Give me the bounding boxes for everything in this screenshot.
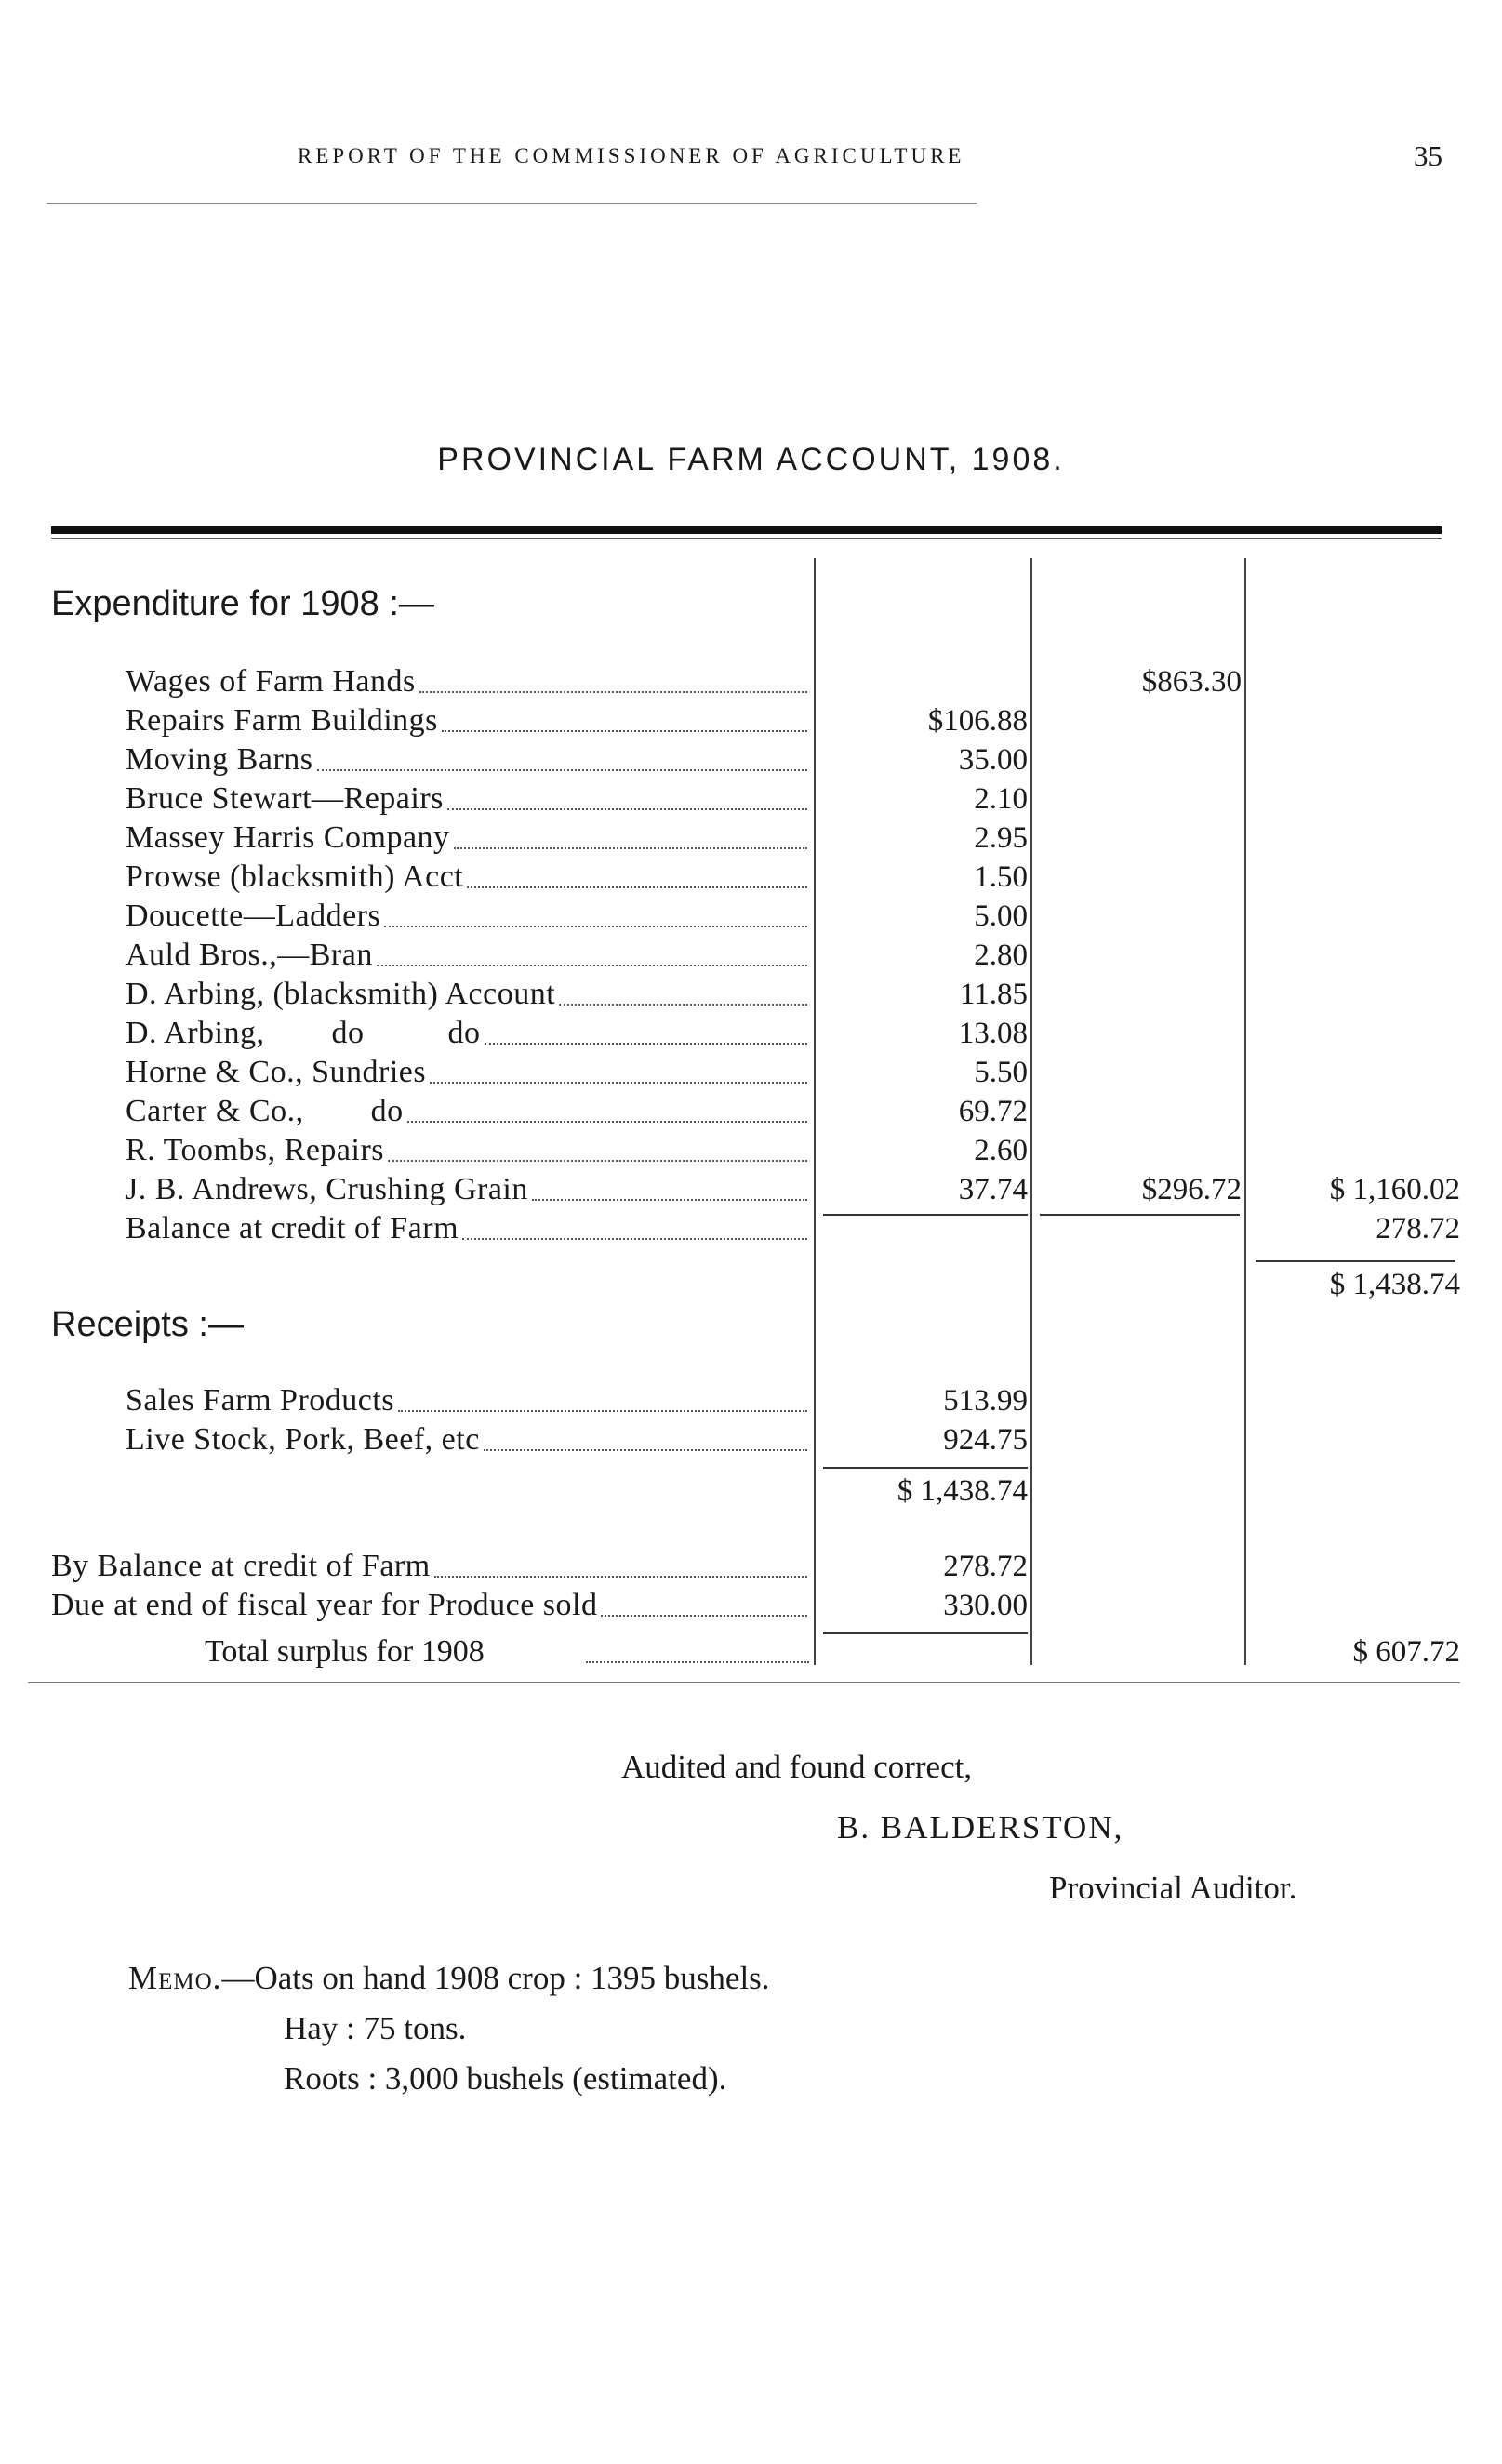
table-row [0, 662, 1502, 701]
row-label: Moving Barns [126, 742, 313, 777]
dot-leader [462, 1237, 807, 1240]
table-row [0, 975, 1502, 1014]
page-number: 35 [1414, 140, 1442, 172]
amount-c1: 11.85 [959, 978, 1028, 1011]
grand-total: $ 1,438.74 [1329, 1268, 1460, 1301]
memo-line-2: Hay : 75 tons. [284, 2010, 467, 2046]
row-label: Bruce Stewart—Repairs [126, 781, 444, 816]
dot-leader [447, 807, 807, 810]
row-label: D. Arbing, do do [126, 1016, 481, 1050]
amount-c1: 278.72 [943, 1550, 1028, 1583]
receipts-heading: Receipts :— [51, 1305, 244, 1344]
audit-statement: Audited and found correct, [621, 1749, 973, 1785]
dot-leader [485, 1042, 807, 1045]
table-row [0, 1053, 1502, 1092]
table-row [0, 1586, 1502, 1625]
dot-leader [430, 1081, 807, 1084]
title-thick-rule [51, 526, 1442, 534]
header-rule [47, 203, 977, 204]
dot-leader [384, 925, 807, 927]
table-row [0, 858, 1502, 897]
balance-rule-c3 [1256, 1260, 1455, 1262]
table-row [0, 897, 1502, 936]
amount-c1: 2.95 [974, 821, 1028, 855]
dot-leader [484, 1448, 807, 1451]
row-label: Live Stock, Pork, Beef, etc [126, 1422, 480, 1457]
surplus-rule [823, 1632, 1028, 1634]
amount-c1: 5.00 [974, 899, 1028, 933]
row-label: D. Arbing, (blacksmith) Account [126, 977, 556, 1011]
table-row [0, 740, 1502, 779]
dot-leader [601, 1614, 807, 1617]
dot-leader [317, 768, 807, 771]
total-surplus-label: Total surplus for 1908 [205, 1634, 485, 1669]
row-label: Massey Harris Company [126, 820, 450, 855]
amount-c1: 69.72 [958, 1095, 1028, 1128]
memo-oats: —Oats on hand 1908 crop : 1395 bushels. [221, 1960, 770, 1996]
table-row [0, 1381, 1502, 1420]
table-row [0, 701, 1502, 740]
expenditure-heading: Expenditure for 1908 :— [51, 584, 434, 623]
table-row [0, 1092, 1502, 1131]
amount-c1: 5.50 [974, 1056, 1028, 1089]
total-surplus-value: $ 607.72 [1352, 1635, 1460, 1669]
table-bottom-rule [28, 1682, 1460, 1683]
auditor-role: Provincial Auditor. [1049, 1870, 1297, 1906]
row-label: Auld Bros.,—Bran [126, 938, 373, 972]
amount-c1: 35.00 [958, 743, 1028, 777]
receipts-total: $ 1,438.74 [897, 1474, 1028, 1508]
table-row [0, 1131, 1502, 1170]
row-label: Repairs Farm Buildings [126, 703, 438, 738]
total-surplus-leader [586, 1660, 809, 1663]
row-label: By Balance at credit of Farm [51, 1549, 431, 1583]
row-label: R. Toombs, Repairs [126, 1133, 384, 1167]
row-label: Due at end of fiscal year for Produce sold [51, 1588, 598, 1622]
memo-line-1 [128, 1953, 770, 2004]
table-row [0, 779, 1502, 819]
auditor-name: B. BALDERSTON, [837, 1809, 1124, 1845]
dot-leader [559, 1003, 807, 1006]
amount-c1: 37.74 [958, 1173, 1028, 1206]
row-label: J. B. Andrews, Crushing Grain [126, 1172, 528, 1206]
subtotal-rule-c2 [1040, 1214, 1240, 1216]
row-label: Horne & Co., Sundries [126, 1055, 427, 1089]
amount-c1: 2.60 [974, 1134, 1028, 1167]
amount-c1: 2.80 [974, 939, 1028, 972]
amount-c2: $296.72 [1141, 1173, 1242, 1206]
amount-c1: $106.88 [927, 704, 1028, 738]
table-row [0, 1420, 1502, 1459]
dot-leader [407, 1120, 807, 1123]
amount-c1: 1.50 [974, 860, 1028, 894]
memo-prefix: Memo. [128, 1960, 222, 1996]
memo-line-3: Roots : 3,000 bushels (estimated). [284, 2060, 727, 2097]
dot-leader [467, 886, 807, 888]
dot-leader [442, 729, 807, 732]
table-row [0, 1170, 1502, 1209]
subtotal-rule-c1 [823, 1214, 1028, 1216]
running-header: REPORT OF THE COMMISSIONER OF AGRICULTURE [298, 144, 965, 167]
receipts-total-rule [823, 1467, 1028, 1469]
row-label: Carter & Co., do [126, 1094, 404, 1128]
dot-leader [388, 1159, 807, 1162]
row-label: Doucette—Ladders [126, 899, 381, 933]
amount-c1: 13.08 [958, 1017, 1028, 1050]
dot-leader [434, 1575, 807, 1578]
table-row [0, 1014, 1502, 1053]
row-label: Prowse (blacksmith) Acct [126, 859, 464, 894]
row-label: Sales Farm Products [126, 1383, 395, 1418]
amount-c3: $ 1,160.02 [1329, 1173, 1460, 1206]
amount-c1: 924.75 [943, 1423, 1028, 1457]
page-title: PROVINCIAL FARM ACCOUNT, 1908. [437, 442, 1065, 477]
table-row [0, 936, 1502, 975]
table-row [0, 819, 1502, 858]
amount-c2: $863.30 [1141, 665, 1242, 699]
dot-leader [532, 1198, 807, 1201]
amount-c1: 330.00 [943, 1589, 1028, 1622]
dot-leader [454, 846, 807, 849]
dot-leader [398, 1409, 807, 1412]
table-row [0, 1547, 1502, 1586]
dot-leader [377, 964, 807, 966]
row-label: Wages of Farm Hands [126, 664, 416, 699]
title-hair-rule [51, 538, 1442, 539]
table-row [0, 1209, 1502, 1248]
dot-leader [419, 690, 807, 693]
amount-c1: 2.10 [974, 782, 1028, 816]
row-label: Balance at credit of Farm [126, 1211, 459, 1245]
amount-c3: 278.72 [1376, 1212, 1460, 1245]
amount-c1: 513.99 [943, 1384, 1028, 1418]
